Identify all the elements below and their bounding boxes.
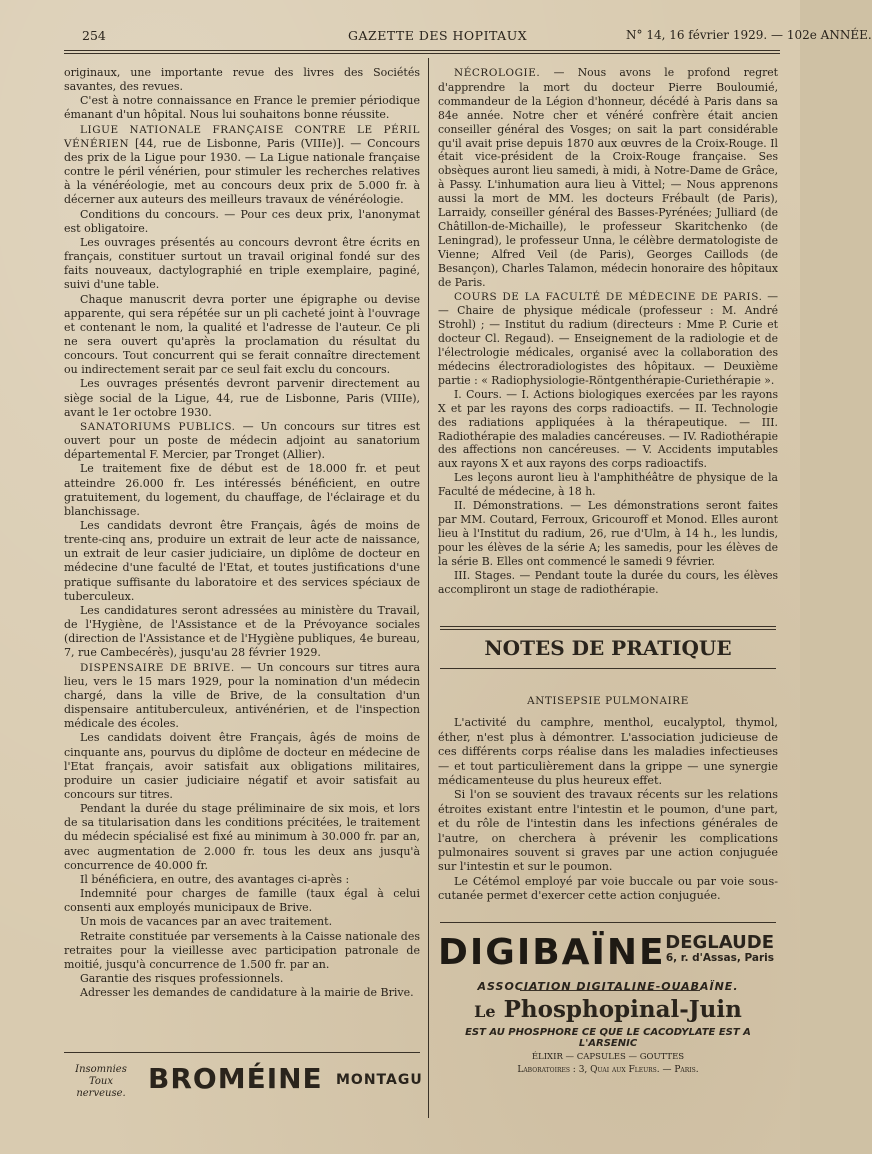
paragraph-text: Adresser les demandes de candidature à la mairie de Brive.	[80, 986, 414, 1000]
phosphopinal-forms: ÉLIXIR — CAPSULES — GOUTTES	[531, 1052, 685, 1062]
paragraph	[64, 604, 420, 661]
section-heading: SANATORIUMS PUBLICS.	[80, 420, 236, 433]
digibaine-advertisement	[438, 930, 778, 993]
paragraph	[438, 66, 778, 290]
paragraph	[64, 208, 420, 236]
paragraph-text: — Nous avons le profond regret d'apprendre la mort du docteur Pierre Bouloumié, commandeur de la Légion d'honneur, décédé à Paris dans sa 84e année. Notre cher et vénéré confrère était ancien conseiller général des Vosges; on sait la part considérable qu'il avait prise depuis 1870 aux œuvres de la Croix-Rouge. Il était vice-président de la Croix-Rouge française. Ses obsèques auront lieu samedi, à midi, à Notre-Dame de Grâce, à Passy. L'inhumation aura lieu à Vittel; — Nous apprenons aussi la mort de MM. les docteurs Frébault (de Paris), Larraidy, conseiller général des Basses-Pyrénées; Julliard (de Châtillon-de-Michaille), le professeur Skaritchenko (de Leningrad), le professeur Unna, le célèbre dermatologiste de Vienne; Alfred Veil (de Paris), Georges Caillods (de Besançon), Charles Talamon, médecin honoraire des hôpitaux de Paris.	[438, 66, 779, 289]
paragraph	[64, 123, 420, 208]
phosphopinal-title	[438, 996, 778, 1023]
bromeine-indications	[66, 1064, 136, 1100]
paragraph-text: Indemnité pour charges de famille (taux égal à celui consenti aux employés municipaux de Brive.	[64, 887, 420, 915]
paragraph	[64, 377, 420, 419]
paragraph	[64, 873, 420, 887]
paragraph-text: Retraite constituée par versements à la Caisse nationale des retraites pour la vieillesse avec participation patronale de moitié, jusqu'à concurrence de 1.500 fr. par an.	[64, 929, 420, 971]
section-heading: DISPENSAIRE DE BRIVE.	[80, 661, 235, 674]
left-column	[64, 66, 420, 1000]
phosphopinal-prefix: Le	[474, 1002, 496, 1021]
notes-rule-bottom	[440, 668, 776, 669]
paragraph	[64, 66, 420, 94]
paragraph-text: Garantie des risques professionnels.	[80, 972, 284, 985]
phosphopinal-tagline: EST AU PHOSPHORE CE QUE LE CACODYLATE EST A L'ARSENIC	[465, 1027, 751, 1049]
phosphopinal-labs: Laboratoires : 3, Quai aux Fleurs. — Paris.	[517, 1065, 699, 1075]
phosphopinal-advertisement	[438, 996, 778, 1075]
paragraph-text: [44, rue de Lisbonne, Paris (VIIIe)]. — Concours des prix de la Ligue pour 1930. — La Ligue nationale française contre le péril vénérien, pour stimuler les recherches relatives à la vénéréologie, met au concours deux prix de 5.000 fr. à décerner aux auteurs des meilleurs travaux de vénéréologie.	[64, 136, 420, 207]
paragraph-text: Les leçons auront lieu à l'amphithéâtre de physique de la Faculté de médecine, à 18 h.	[438, 471, 778, 499]
paragraph-text: Les candidats devront être Français, âgés de moins de trente-cinq ans, produire un extrait de leur acte de naissance, un extrait de leur casier judiciaire, un diplôme de docteur en médecine d'une faculté de l'Etat, et toutes justifications d'une pratique suffisante du laboratoire et des services spéciaux de tuberculeux.	[64, 519, 420, 603]
notes-body	[438, 716, 778, 903]
page-number: 254	[82, 28, 106, 43]
notes-subtitle: ANTISEPSIE PULMONAIRE	[527, 695, 689, 707]
paragraph	[64, 519, 420, 604]
right-column	[438, 66, 778, 596]
paragraph	[64, 293, 420, 378]
newspaper-title: GAZETTE DES HOPITAUX	[348, 28, 528, 43]
notes-section	[438, 690, 778, 904]
bromeine-rule	[64, 1052, 420, 1053]
paragraph-text: III. Stages. — Pendant toute la durée du cours, les élèves accompliront un stage de radiothérapie.	[438, 568, 778, 596]
paragraph	[64, 802, 420, 873]
bromeine-indication-2: Toux nerveuse.	[76, 1076, 126, 1099]
notes-paragraph: Si l'on se souvient des travaux récents sur les relations étroites existant entre l'intestin et le poumon, d'une part, et du rôle de l'intestin dans les infections générales de l'autre, on cherchera à prévenir les complications pulmonaires souvent si graves par une action conjuguée sur l'intestin et sur le poumon.	[438, 788, 778, 874]
paragraph	[64, 420, 420, 462]
paragraph-text: originaux, une importante revue des livres des Sociétés savantes, des revues.	[64, 66, 420, 94]
paragraph-text: — Un concours sur titres est ouvert pour un poste de médecin adjoint au sanatorium départemental F. Mercier, par Tronget (Allier).	[64, 419, 420, 462]
notes-paragraph: Le Cétémol employé par voie buccale ou par voie sous-cutanée permet d'exercer cette action conjuguée.	[438, 874, 778, 903]
paragraph-text: II. Démonstrations. — Les démonstrations seront faites par MM. Coutard, Ferroux, Gricouroff et Monod. Elles auront lieu à l'Institut du radium, 26, rue d'Ulm, à 14 h., les lundis, pour les élèves de la série A; les samedis, pour les élèves de la série B. Elles ont commencé le samedi 9 février.	[438, 499, 778, 568]
paragraph	[438, 471, 778, 499]
digibaine-address: 6, r. d'Assas, Paris	[665, 952, 774, 964]
section-heading: COURS DE LA FACULTÉ DE MÉDECINE DE PARIS.	[454, 290, 763, 303]
paragraph-text: C'est à notre connaissance en France le premier périodique émanant d'un hôpital. Nous lui souhaitons bonne réussite.	[64, 94, 420, 122]
paragraph-text: Il bénéficiera, en outre, des avantages ci-après :	[80, 872, 350, 886]
page-header	[58, 26, 872, 48]
notes-rule-top-double	[440, 629, 776, 630]
ad-rule	[440, 922, 776, 923]
bromeine-indication-1: Insomnies	[75, 1064, 127, 1075]
notes-heading: NOTES DE PRATIQUE	[484, 636, 732, 660]
paragraph-text: Les candidats doivent être Français, âgés de moins de cinquante ans, pourvus du diplôme de docteur en médecine de l'Etat français, avoir satisfait aux obligations militaires, produire un casier judiciaire négatif et avoir satisfait au concours sur titres.	[64, 731, 420, 801]
paragraph	[438, 290, 778, 388]
header-rule-double	[64, 53, 780, 54]
section-heading: NÉCROLOGIE.	[454, 67, 541, 79]
header-rule	[64, 50, 780, 51]
bromeine-name: BROMÉINE	[148, 1062, 323, 1095]
paragraph-text: Un mois de vacances par an avec traitement.	[80, 915, 333, 929]
paragraph	[64, 986, 420, 1000]
paragraph	[64, 236, 420, 293]
paragraph-text: Conditions du concours. — Pour ces deux prix, l'anonymat est obligatoire.	[64, 207, 420, 235]
phosphopinal-name: Phosphopinal-Juin	[503, 996, 742, 1023]
paragraph-text: — — Chaire de physique médicale (professeur : M. André Strohl) ; — Institut du radium (directeurs : Mme P. Curie et docteur Cl. Regaud). — Enseignement de la radiologie et de l'électrologie médicales, organisé avec la collaboration des médecins électroradiologistes des hôpitaux. — Deuxième partie : « Radiophysiologie-Röntgenthérapie-Curiethérapie ».	[438, 289, 778, 387]
digibaine-brand: DEGLAUDE	[665, 932, 774, 953]
paragraph	[438, 569, 778, 597]
bromeine-brand: MONTAGU	[336, 1072, 423, 1088]
paragraph	[64, 94, 420, 122]
paragraph-text: Les ouvrages présentés au concours devront être écrits en français, constituer surtout un travail original fondé sur des faits nouveaux, dactylographié en triple exemplaire, paginé, suivi d'une table.	[64, 235, 420, 292]
digibaine-association: ASSOCIATION DIGITALINE-OUABAÏNE.	[477, 980, 739, 993]
notes-rule-top	[440, 626, 776, 627]
paragraph	[64, 462, 420, 519]
paragraph	[64, 930, 420, 972]
issue-info: N° 14, 16 février 1929. — 102e ANNÉE.	[626, 28, 872, 42]
paragraph-text: Le traitement fixe de début est de 18.000 fr. et peut atteindre 26.000 fr. Les intéressés bénéficient, en outre gratuitement, du logement, du chauffage, de l'éclairage et du blanchissage.	[64, 462, 420, 518]
notes-paragraph: L'activité du camphre, menthol, eucalyptol, thymol, éther, n'est plus à démontrer. L'association judicieuse de ces différents corps réalise dans les maladies infectieuses — et tout particulièrement dans la grippe — une synergie médicamenteuse du plus heureux effet.	[438, 716, 778, 788]
paragraph-text: Pendant la durée du stage préliminaire de six mois, et lors de sa titularisation dans les conditions précitées, le traitement du médecin spécialisé est fixé au minimum à 30.000 fr. par an, avec augmentation de 2.000 fr. tous les deux ans jusqu'à concurrence de 40.000 fr.	[64, 802, 420, 872]
column-divider	[428, 58, 429, 1118]
paragraph-text: Les ouvrages présentés devront parvenir directement au siège social de la Ligue, 44, rue de Lisbonne, Paris (VIIIe), avant le 1er octobre 1930.	[64, 377, 420, 419]
paragraph-text: — Un concours sur titres aura lieu, vers le 15 mars 1929, pour la nomination d'un médecin chargé, dans la ville de Brive, de la consultation d'un dispensaire antituberculeux, antivénérien, et de l'inspection médicale des écoles.	[64, 660, 420, 731]
paragraph	[64, 661, 420, 732]
paragraph-text: Les candidatures seront adressées au ministère du Travail, de l'Hygiène, de l'Assistance et de la Prévoyance sociales (direction de l'Assistance et de l'Hygiène publiques, 4e bureau, 7, rue Cambecérès), jusqu'au 28 février 1929.	[64, 603, 420, 660]
section-heading: LIGUE NATIONALE FRANÇAISE CONTRE LE PÉRIL VÉNÉRIEN	[64, 123, 420, 150]
paragraph	[64, 887, 420, 915]
paragraph	[64, 972, 420, 986]
ad-separator	[520, 990, 700, 991]
paragraph	[438, 499, 778, 569]
paragraph	[64, 915, 420, 929]
paragraph	[64, 731, 420, 802]
paragraph	[438, 388, 778, 471]
paragraph-text: I. Cours. — I. Actions biologiques exercées par les rayons X et par les rayons des corps radioactifs. — II. Technologie des radiations appliquées à la thérapeutique. — III. Radiothérapie des maladies cancéreuses. — IV. Radiothérapie des affections non cancéreuses. — V. Accidents imputables aux rayons X et aux rayons des corps radioactifs.	[438, 387, 778, 471]
paragraph-text: Chaque manuscrit devra porter une épigraphe ou devise apparente, qui sera répétée sur un pli cacheté joint à l'ouvrage et contenant le nom, la qualité et l'adresse de l'auteur. Ce pli ne sera ouvert qu'après la proclamation du résultat du concours. Tout concurrent qui se ferait connaître directement ou indirectement serait par ce seul fait exclu du concours.	[64, 292, 420, 377]
digibaine-name: DIGIBAÏNE	[438, 932, 666, 973]
bromeine-advertisement	[64, 1058, 423, 1099]
